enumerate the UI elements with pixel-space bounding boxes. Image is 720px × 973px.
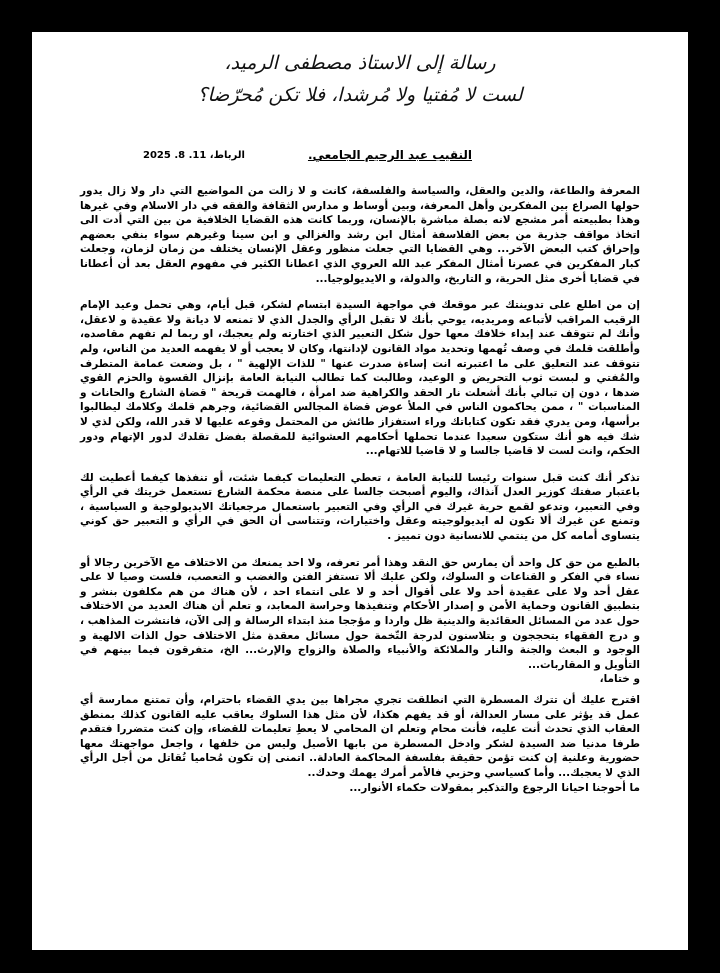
closing-heading: و ختاما، <box>599 673 640 686</box>
paragraph-3: تذكر أنك كنت قبل سنوات رئيسا للنيابة العامة ، تعطي التعليمات كيفما شئت، أو تنفذها كيفما أعطيت لك باعتبار صفتك كوزير العدل آنذاك، واليوم أصبحت جالسا على منصة محكمة الشارع تستعمل خريتك في الرأي وفي التعبير، وتدعو لقمع حرية غيرك في الرأي وفي التعبير باستعمال مرجعياتك الايديولوجية و السياسية ، وتمنع عن غيرك ألا تكون له ايديولوجيته وعقل واختيارات، وتتناسى أن الحق في الرأي و التعبير حق كوني يتساوى أمامه كل من ينتمي للانسانية دون تمييز . <box>80 471 640 543</box>
paragraph-4: بالطبع من حق كل واحد أن يمارس حق النقد وهذا أمر تعرفه، ولا احد يمنعك من الاختلاف مع الآخرين رجالا أو نساء في الفكر و القناعات و السلوك، ولكن عليك ألا تستفز الفتن والغضب و التعصب، فلست وصيا لا على عقل أحد ولا على عقيدة أحد ولا على أقوال أحد و لا على انتماء احد ، لأن هناك من هم مكلفون بنشر و بتطبيق القانون وحماية الأمن و إصدار الأحكام وتنفيذها وحراسة المعابد، و تعلم أن هناك العديد من الاختلاف حول عدد من المسائل العقائدية والدينية ظل واردا و مؤججا منذ ابتداء الرسالة و إلى الآن، فانتشرت المذاهب ، و درج الفقهاء يتحججون و يتلاسنون لدرجة التّخمة حول مسائل معقدة مثل الاختلاف حول الذات الالهية و الوجود و البعث والجنة والنار والملائكة والأنبياء والصلاة والزواج والإرث... الخ، متفرقون فيما بينهم في التأويل و المقاربات... <box>80 556 640 671</box>
paragraph-5: اقترح عليك أن تترك المسطرة التي انطلقت تجري مجراها بين يدي القضاء باحترام، وأن تمتنع ممارسة أي عمل قد يؤثر على مسار العدالة، أو قد يفهم هكذا، لأن مثل هذا السلوك يعاقب عليه القانون كذلك بمنطق العقاب الذي تحدث أنت عليه، فأنت محام وتعلم ان المحامي لا يعطِ تعليمات للقضاء، وإن كنت متضررا فتقدم طرفا مدنيا ضد السيدة لشكر وادخل المسطرة من بابها الأصيل وليس من خلفها ، واجعل مواجهتك معها حضورية وعلنية إن كنت تؤمن حقيقة بفلسفة المحاكمة العادلة.. اتمنى إن تكون مُحاميا تُقاتل من أجل الرأي الذي لا يعجبك... وأما كسياسي وحزبي فالأمر أمرك يهمك وحدك.. <box>80 694 640 779</box>
letter-title-line-2: لست لا مُفتيا ولا مُرشدا، فلا تكن مُحرّضا؟ <box>197 84 523 106</box>
letter-body <box>80 184 640 807</box>
paragraph-6: ما أحوجنا احيانا الرجوع والتذكير بمقولات حكماء الأنوار... <box>349 781 640 794</box>
letter-date: الرباط، 11. 8. 2025 <box>143 150 245 161</box>
author-name: النقيب عبد الرحيم الجامعي. <box>307 148 472 162</box>
paragraph-2: إن من اطلع على تدوينتك عبر موقعك في مواجهة السيدة ابتسام لشكر، قبل أيام، وهي تحمل وعيد الإمام الرقيب المراقب لأتباعه ومريديه، يوحي بأنك لا تقبل الرأي والجدل الذي لا تمنعه لا ديانة ولا عقيدة و لاعقل، وأنك لم تتوقف عند إبداء خلافك معها حول شكل التعبير الذي اختارته ولم يعجبك، او ربما لم تفهم مقاصده، وأطلقت قلمك في وصف تُهمها وتحديد مواد القانون لإدانتها، وكان لا يعجب أو لا يفهمه العديد من الناس، ولم تتوقف عند التعليق على ما اعتبرته انت إساءة صدرت عنها " للذات الإلهية " ، بل وضعت عمامة المتطرف والمُفتي و لبست ثوب التحريض و الوعيد، وطالبت كما تطالب النيابة العامة بإنزال القسوة والحزم القوي ضدها ، دون إن تبالي بأنك أشعلت نار الحقد والكراهية ضد امرأة ، فالهمت قريحة " قضاة الشارع والحانات و المناسبات " ، ممن يحاكمون الناس في الملأ عوض قضاة المجالس القضائية، وجرهم قلمك وكلامك ليطالبوا برأسها، ومن يدري فقد تكون كتاباتك وراء استفزاز طائش من المحتمل وقوعه عليها لا قدر الله، ولكن لذي لا شك فيه هو أنك ستكون سعيدا عندما تحملها أحكامهم العشوائية للمقصلة بفضل تقلدك لدور الإتهام ودور الحكم، وانت لست لا قاضيا جالسا و لا قاضيا للاتهام... <box>80 299 640 458</box>
letter-title-line-1: رسالة إلى الاستاذ مصطفى الرميد، <box>224 52 496 74</box>
paragraph-1: المعرفة والطاعة، والدين والعقل، والسياسة والفلسفة، كانت و لا زالت من المواضيع التي دار ولا زال يدور حولها الصراع بين المفكرين وأهل المعرفة، وبين أوساط و مدارس الثقافة والفقه في دار الاسلام وفي غيرها وهذا بطبيعته أمر مشجع لانه بصلة مباشرة بالإنسان، وربما كانت هذه القضايا الخلافية من بين التي أدت الى اتخاذ مواقف جذرية من بعض الفلاسفة أمثال ابن رشد والغزالي و ابن سينا وغيرهم سواء بنفي بعضهم وإحراق كتب البعض الآخر... وهي القضايا التي جعلت منظور وعقل الإنسان يختلف من زمان لزمان، وجعلت كبار المفكرين في عصرنا أمثال المفكر عبد الله العروي الذي اعطانا الكثير في مفهوم العقل بعد أن أعطانا في قضايا أخرى مثل الحرية، و التاريخ، والدولة، و الايديولوجيا... <box>80 185 640 285</box>
